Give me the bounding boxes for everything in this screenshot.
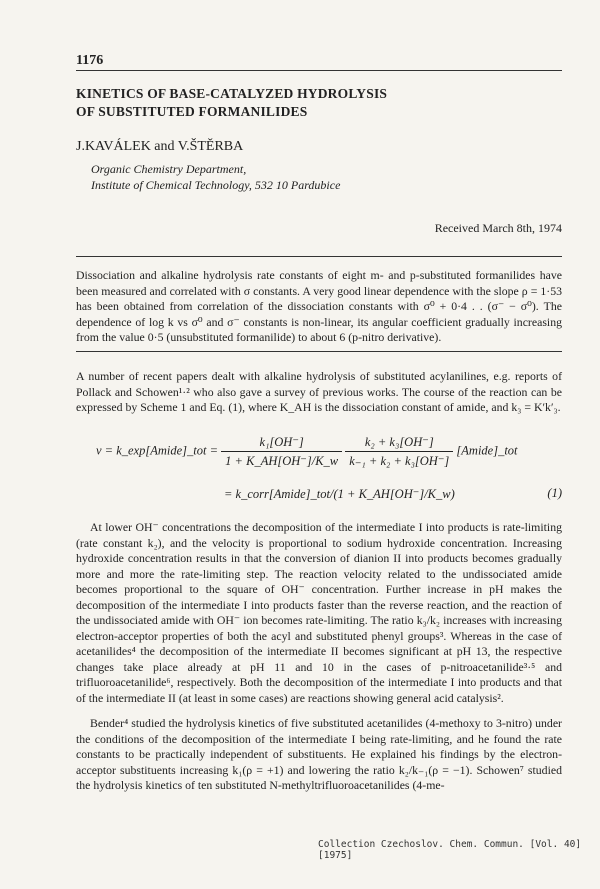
equation-fraction-1 (221, 434, 342, 469)
paragraph-3: Bender⁴ studied the hydrolysis kinetics of five substituted acetanilides (4-methoxy to 3-nitro) under the conditions of the decomposition of the intermediate I being rate-limiting, and he found the rate constants to be practically independent of substituents. He explained his findings by the electron-acceptor substituents increasing k₁(ρ = +1) and lowering the ratio k₂/k₋₁(ρ = −1). Schowen⁷ studied the hydrolysis kinetics of ten substituted N-methyltrifluoroacetanilides (4-me- (76, 716, 562, 792)
title-line-2: OF SUBSTITUTED FORMANILIDES (76, 104, 308, 119)
paragraph-2: At lower OH⁻ concentrations the decomposition of the intermediate I into products is rate-limiting (rate constant k₂), and the velocity is proportional to sodium hydroxide concentration. Increasing hydroxide concentration results in that the conversion of dianion II into products becomes gradually more and more the rate-limiting step. The reaction velocity related to the undissociated amide becomes proportional to the square of OH⁻ concentration. Further increase in pH makes the decomposition of the intermediate I into products faster than the reverse reaction, and the reaction of the undissociated amide with OH⁻ ion becomes rate-limiting. The ratio k₃/k₂ increases with increasing electron-acceptor properties of both the acyl and substituted phenyl groups³. Whereas in the case of acetanilides⁴ the decomposition of the intermediate II becomes significant at pH 13, the respective changes take place already at pH 11 and 10 in the cases of p-nitroacetanilide³·⁵ and trifluoroacetanilide⁶, respectively. Both the decomposition of the intermediate I into products and that of the intermediate II (at least in some cases) are reactions showing general acid catalysis². (76, 520, 562, 705)
article-title (76, 85, 516, 121)
equation-row-1 (96, 434, 518, 469)
abstract: Dissociation and alkaline hydrolysis rate constants of eight m- and p-substituted formanilides have been measured and correlated with σ constants. A very good linear dependence with the slope ρ = 1·53 has been obtained from correlation of the dissociation constants with σ⁰ + 0·4 . . (σ⁻ − σ⁰). The dependence of log k vs σ⁰ and σ⁻ constants is non-linear, its angular coefficient gradually increasing from the value 0·5 (unsubstituted formanilide) to about 6 (p-nitro derivative). (76, 268, 562, 345)
title-line-1: KINETICS OF BASE-CATALYZED HYDROLYSIS (76, 86, 388, 101)
abstract-bottom-rule (76, 351, 562, 352)
received-date: Received March 8th, 1974 (434, 221, 562, 235)
equation-lhs: v = k_exp[Amide]_tot = (96, 443, 219, 458)
affiliation-line-1: Organic Chemistry Department, (91, 162, 247, 176)
header-rule (76, 70, 562, 71)
paragraph-bender (76, 716, 562, 794)
equation-tail: [Amide]_tot (456, 443, 518, 458)
fraction-2-denominator: k₋₁ + k₂ + k₃[OH⁻] (349, 454, 450, 468)
paragraph-mechanism (76, 520, 562, 706)
authors: J.KAVÁLEK and V.ŠTĚRBA (76, 139, 244, 154)
affiliation (91, 161, 340, 193)
fraction-1-denominator: 1 + K_AH[OH⁻]/K_w (225, 454, 339, 468)
equation-fraction-2 (345, 434, 453, 469)
equation-row-2: = k_corr[Amide]_tot/(1 + K_AH[OH⁻]/K_w) (224, 487, 455, 501)
fraction-2-numerator: k₂ + k₃[OH⁻] (345, 434, 453, 452)
page-number: 1176 (76, 53, 104, 68)
affiliation-line-2: Institute of Chemical Technology, 532 10 Pardubice (91, 178, 341, 192)
paragraph-intro (76, 369, 562, 416)
equation-1 (76, 428, 562, 508)
paragraph-1: A number of recent papers dealt with alkaline hydrolysis of substituted acylanilines, e.g. reports of Pollack and Schowen¹·² who also gave a survey of previous works. The course of the reaction can be expressed by Scheme 1 and Eq. (1), where K_AH is the dissociation constant of amide, and k₃ = K′k′₃. (76, 369, 562, 414)
fraction-1-numerator: k₁[OH⁻] (221, 434, 342, 452)
equation-number: (1) (547, 486, 562, 500)
journal-footer: Collection Czechoslov. Chem. Commun. [Vol. 40] [1975] (318, 839, 582, 861)
abstract-top-rule (76, 256, 562, 257)
